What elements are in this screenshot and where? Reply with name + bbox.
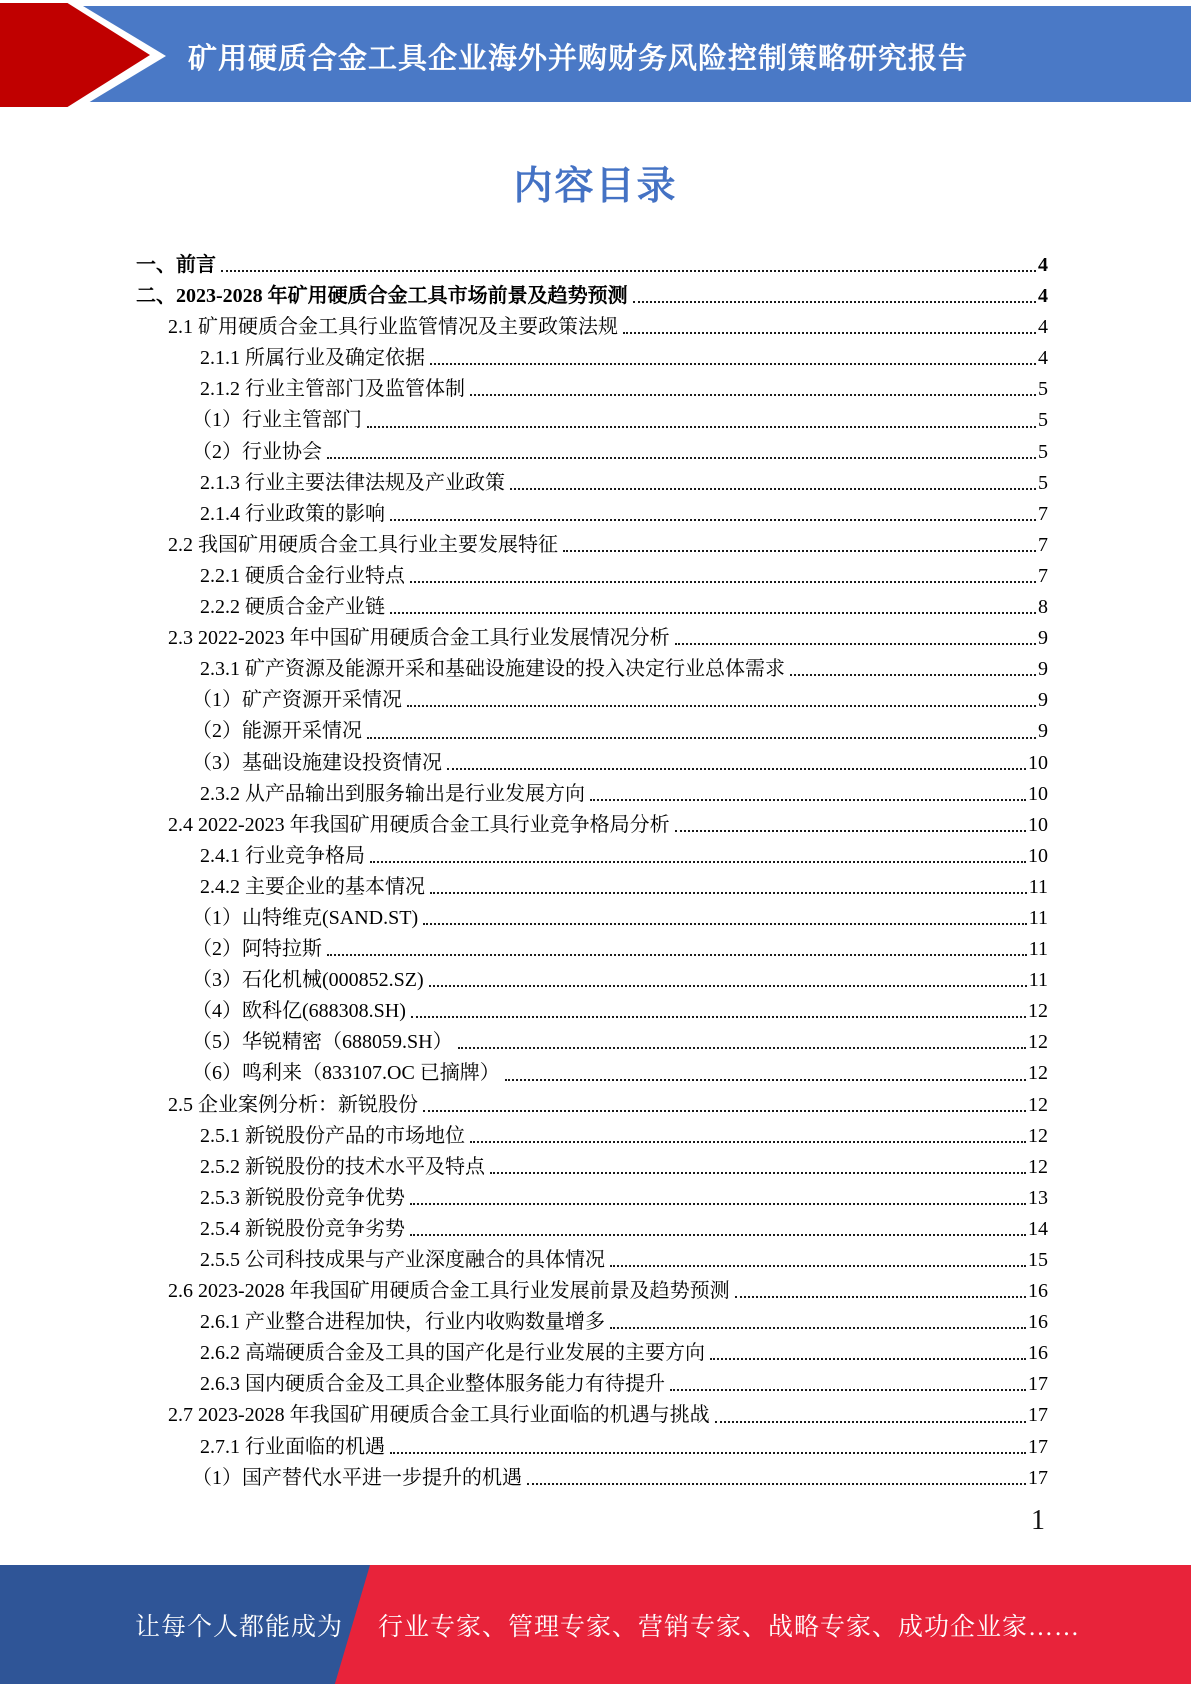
toc-entry-page: 16 [1028,1342,1048,1365]
report-title: 矿用硬质合金工具企业海外并购财务风险控制策略研究报告 [188,42,969,75]
toc-leader-dots [410,1203,1026,1205]
toc-entry[interactable] [136,746,1048,777]
footer-slogan-right: 行业专家、管理专家、营销专家、战略专家、成功企业家…… [378,1613,1081,1641]
toc-entry-page: 15 [1028,1249,1048,1271]
toc-entry-label: 2.6.2 高端硬质合金及工具的国产化是行业发展的主要方向 [200,1342,705,1365]
toc-entry[interactable] [136,1088,1048,1119]
toc-entry-page: 5 [1038,409,1048,432]
toc-entry[interactable] [136,839,1048,870]
toc-entry[interactable] [136,466,1048,497]
toc-entry-page: 7 [1038,502,1048,525]
toc-leader-dots [470,1141,1026,1143]
toc-entry-page: 12 [1028,1062,1048,1085]
toc-leader-dots [710,1358,1026,1360]
toc-entry[interactable] [136,1398,1048,1429]
toc-leader-dots [590,799,1026,801]
toc-entry-label: 2.7.1 行业面临的机遇 [200,1435,385,1458]
toc-entry-page: 9 [1038,689,1048,712]
toc-entry-page: 16 [1028,1311,1048,1334]
toc-entry-label: 2.5.1 新锐股份产品的市场地位 [200,1124,465,1147]
toc-entry-label: （4）欧科亿(688308.SH) [192,1000,406,1023]
toc-leader-dots [221,270,1036,272]
toc-entry-page: 12 [1028,1031,1048,1054]
toc-entry[interactable] [136,652,1048,683]
toc-entry-page: 5 [1038,440,1048,463]
toc-entry-page: 17 [1028,1466,1048,1489]
toc-entry-page: 12 [1028,1000,1048,1023]
toc-leader-dots [735,1296,1026,1298]
toc-leader-dots [411,1016,1026,1018]
toc-entry-label: （1）行业主管部门 [192,409,362,432]
toc-entry-page: 8 [1038,596,1048,619]
toc-leader-dots [675,830,1026,832]
toc-entry-page: 11 [1028,938,1048,961]
toc-entry-label: 2.1.3 行业主要法律法规及产业政策 [200,471,505,494]
toc-leader-dots [670,1389,1026,1391]
toc-entry-page: 17 [1028,1373,1048,1396]
toc-leader-dots [470,394,1036,396]
toc-leader-dots [410,1234,1026,1236]
footer-slogan-left: 让每个人都能成为 [135,1613,344,1641]
toc-entry-label: 2.7 2023-2028 年我国矿用硬质合金工具行业面临的机遇与挑战 [168,1404,710,1427]
toc-entry-label: （1）矿产资源开采情况 [192,689,402,712]
toc-entry-label: （1）山特维克(SAND.ST) [192,906,419,929]
toc-entry-page: 4 [1038,316,1048,339]
toc-entry-page: 4 [1038,285,1048,308]
toc-entry-page: 10 [1028,782,1048,805]
toc-entry-label: （3）石化机械(000852.SZ) [192,969,424,992]
toc-entry[interactable] [136,1056,1048,1087]
toc-entry[interactable] [136,1336,1048,1367]
toc-entry[interactable] [136,1212,1048,1243]
toc-leader-dots [510,488,1036,490]
toc-entry-page: 7 [1038,533,1048,556]
toc-entry[interactable] [136,1305,1048,1336]
toc-entry[interactable] [136,901,1048,932]
toc-entry-page: 10 [1028,813,1048,836]
toc-entry[interactable] [136,808,1048,839]
toc-entry[interactable] [136,683,1048,714]
toc-entry-label: （3）基础设施建设投资情况 [192,751,442,774]
toc-entry-page: 14 [1028,1217,1048,1240]
toc-leader-dots [505,1079,1026,1081]
toc-heading: 内容目录 [513,165,678,208]
toc-entry-page: 16 [1028,1280,1048,1303]
toc-entry[interactable] [136,528,1048,559]
toc-leader-dots [610,1265,1026,1267]
toc-list [136,248,1048,1492]
toc-leader-dots [490,1172,1026,1174]
toc-entry-page: 9 [1038,658,1048,681]
toc-entry-page: 12 [1028,1155,1048,1178]
toc-entry[interactable] [136,1181,1048,1212]
toc-leader-dots [623,332,1036,334]
toc-entry-label: 2.1 矿用硬质合金工具行业监管情况及主要政策法规 [168,316,618,339]
toc-entry-page: 9 [1038,627,1048,650]
toc-entry[interactable] [136,1243,1048,1274]
toc-entry-label: （5）华锐精密（688059.SH） [192,1031,453,1054]
toc-entry-label: 2.3 2022-2023 年中国矿用硬质合金工具行业发展情况分析 [168,627,670,650]
toc-leader-dots [390,1452,1026,1454]
toc-entry[interactable] [136,435,1048,466]
toc-entry[interactable] [136,1430,1048,1461]
toc-entry-page: 10 [1028,844,1048,867]
toc-leader-dots [458,1047,1026,1049]
toc-leader-dots [367,426,1036,428]
toc-entry-label: 2.5.4 新锐股份竞争劣势 [200,1217,405,1240]
toc-entry-label: 2.6 2023-2028 年我国矿用硬质合金工具行业发展前景及趋势预测 [168,1280,730,1303]
toc-entry-label: 2.6.1 产业整合进程加快，行业内收购数量增多 [200,1311,605,1334]
toc-entry-label: 2.2 我国矿用硬质合金工具行业主要发展特征 [168,533,558,556]
toc-entry[interactable] [136,1367,1048,1398]
toc-entry[interactable] [136,279,1048,310]
toc-leader-dots [407,705,1036,707]
toc-entry[interactable] [136,497,1048,528]
toc-entry-label: 2.4.1 行业竞争格局 [200,844,365,867]
toc-leader-dots [447,768,1026,770]
toc-leader-dots [563,550,1036,552]
toc-leader-dots [367,737,1036,739]
toc-entry-label: 2.1.4 行业政策的影响 [200,502,385,525]
toc-entry-label: （1）国产替代水平进一步提升的机遇 [192,1466,522,1489]
toc-entry-label: 2.1.1 所属行业及确定依据 [200,347,425,370]
toc-leader-dots [715,1421,1026,1423]
toc-leader-dots [430,363,1036,365]
toc-entry[interactable] [136,559,1048,590]
toc-entry-label: 2.2.1 硬质合金行业特点 [200,564,405,587]
toc-entry-label: （6）鸣利来（833107.OC 已摘牌） [192,1062,500,1085]
toc-entry-page: 13 [1028,1186,1048,1209]
toc-leader-dots [370,861,1026,863]
toc-entry[interactable] [136,870,1048,901]
toc-entry[interactable] [136,403,1048,434]
toc-entry-label: 2.5 企业案例分析：新锐股份 [168,1093,418,1116]
toc-entry-label: （2）阿特拉斯 [192,938,322,961]
toc-leader-dots [327,954,1027,956]
toc-entry-label: 2.6.3 国内硬质合金及工具企业整体服务能力有待提升 [200,1373,665,1396]
toc-entry[interactable] [136,932,1048,963]
toc-entry-label: 一、前言 [136,254,216,276]
toc-entry-label: 二、2023-2028 年矿用硬质合金工具市场前景及趋势预测 [136,285,628,308]
toc-entry-label: 2.3.1 矿产资源及能源开采和基础设施建设的投入决定行业总体需求 [200,658,785,681]
toc-entry-page: 4 [1038,347,1048,370]
toc-entry[interactable] [136,714,1048,745]
toc-entry-label: 2.5.2 新锐股份的技术水平及特点 [200,1155,485,1178]
toc-entry[interactable] [136,341,1048,372]
toc-entry[interactable] [136,777,1048,808]
toc-leader-dots [423,923,1027,925]
toc-entry-label: 2.1.2 行业主管部门及监管体制 [200,378,465,401]
toc-entry[interactable] [136,1150,1048,1181]
toc-entry-page: 11 [1028,906,1048,929]
toc-entry[interactable] [136,1461,1048,1492]
toc-entry-page: 4 [1038,254,1048,276]
toc-entry-label: 2.2.2 硬质合金产业链 [200,596,385,619]
toc-entry-label: 2.4.2 主要企业的基本情况 [200,875,425,898]
toc-leader-dots [610,1327,1026,1329]
toc-entry[interactable] [136,621,1048,652]
toc-entry[interactable] [136,310,1048,341]
toc-entry-page: 5 [1038,378,1048,401]
toc-leader-dots [430,892,1027,894]
toc-leader-dots [790,674,1036,676]
page-header [0,0,1191,112]
toc-leader-dots [527,1483,1026,1485]
toc-entry-label: 2.5.5 公司科技成果与产业深度融合的具体情况 [200,1249,605,1271]
toc-entry-page: 11 [1028,875,1048,898]
toc-entry[interactable] [136,248,1048,279]
toc-entry[interactable] [136,590,1048,621]
toc-entry-label: 2.3.2 从产品输出到服务输出是行业发展方向 [200,782,585,805]
toc-entry-page: 9 [1038,720,1048,743]
toc-entry-page: 17 [1028,1435,1048,1458]
toc-entry-label: 2.4 2022-2023 年我国矿用硬质合金工具行业竞争格局分析 [168,813,670,836]
toc-entry-label: 2.5.3 新锐股份竞争优势 [200,1186,405,1209]
page-footer [0,1565,1191,1684]
toc-leader-dots [423,1110,1026,1112]
toc-entry[interactable] [136,1119,1048,1150]
toc-entry[interactable] [136,1274,1048,1305]
toc-leader-dots [390,612,1036,614]
page-number: 1 [1031,1505,1045,1536]
toc-entry-label: （2）能源开采情况 [192,720,362,743]
toc-leader-dots [410,581,1036,583]
toc-entry[interactable] [136,1025,1048,1056]
toc-entry-page: 12 [1028,1093,1048,1116]
toc-leader-dots [327,457,1036,459]
toc-entry-label: （2）行业协会 [192,440,322,463]
toc-entry-page: 10 [1028,751,1048,774]
toc-entry[interactable] [136,994,1048,1025]
toc-entry-page: 5 [1038,471,1048,494]
toc-entry[interactable] [136,963,1048,994]
toc-leader-dots [429,985,1027,987]
toc-entry[interactable] [136,372,1048,403]
toc-entry-page: 12 [1028,1124,1048,1147]
toc-leader-dots [633,301,1036,303]
toc-leader-dots [390,519,1036,521]
toc-entry-page: 17 [1028,1404,1048,1427]
toc-entry-page: 11 [1028,969,1048,992]
toc-leader-dots [675,643,1036,645]
toc-entry-page: 7 [1038,564,1048,587]
